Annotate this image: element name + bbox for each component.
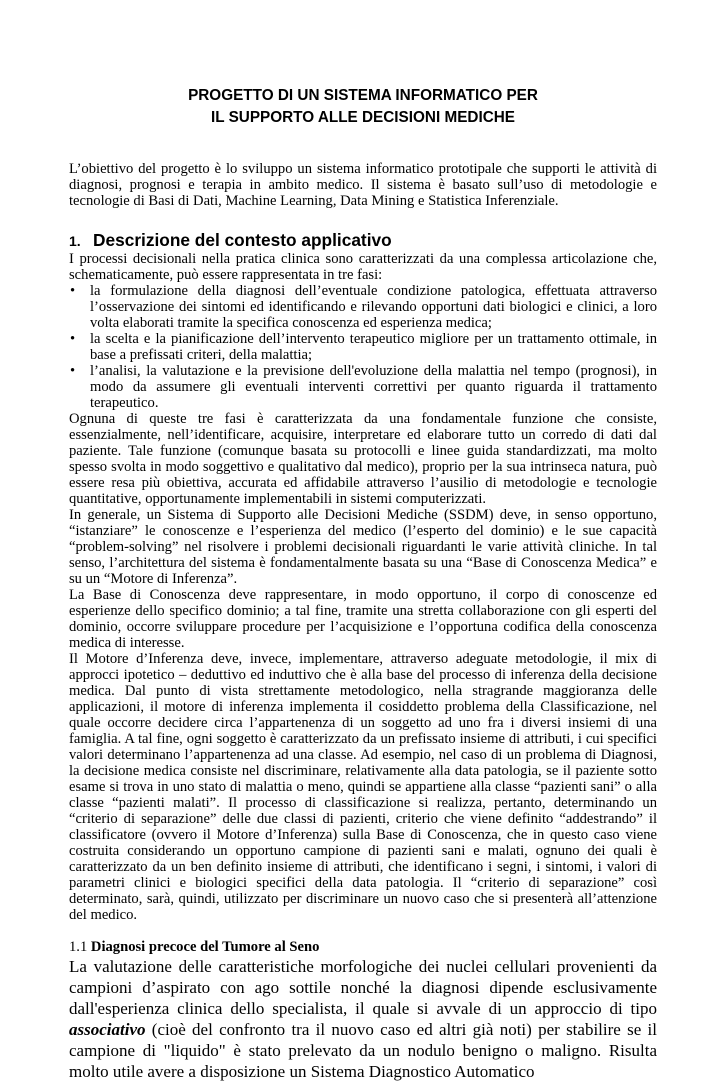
section-1-heading [69, 230, 657, 251]
body-paragraph: Ognuna di queste tre fasi è caratterizzata da una fondamentale funzione che consiste, essenzialmente, nell’identificare, acquisire, interpretare ed elaborare tutto un corredo di dati dal paziente. Tale funzione (comunque basata su protocolli e linee guida standardizzati, ma molto spesso svolta in modo soggettivo e qualitativo dal medico), proprio per la sua intrinseca natura, può essere resa più obiettiva, accurata ed affidabile attraverso l’ausilio di metodologie e tecnologie quantitative, opportunamente implementabili in sistemi computerizzati. [69, 411, 657, 507]
document-page [69, 0, 657, 1082]
title-line-2: IL SUPPORTO ALLE DECISIONI MEDICHE [211, 109, 515, 126]
section-number: 1. [69, 233, 81, 249]
list-item-text: l’analisi, la valutazione e la previsione dell'evoluzione della malattia nel tempo (prognosi), in modo da assumere gli eventuali interventi correttivi per quanto riguarda il trattamento terapeutico. [90, 363, 657, 411]
list-item [69, 331, 657, 363]
section-1-lead: I processi decisionali nella pratica clinica sono caratterizzati da una complessa articolazione che, schematicamente, può essere rappresentata in tre fasi: [69, 251, 657, 283]
intro-paragraph: L’obiettivo del progetto è lo sviluppo un sistema informatico prototipale che supporti le attività di diagnosi, prognosi e terapia in ambito medico. Il sistema è basato sull’uso di metodologie e tecnologie di Basi di Dati, Machine Learning, Data Mining e Statistica Inferenziale. [69, 161, 657, 209]
bullet-icon: • [70, 283, 76, 299]
list-item [69, 283, 657, 331]
bullet-icon: • [70, 331, 76, 347]
subsection-paragraph [69, 956, 657, 1082]
subsection-1-1-heading [69, 939, 657, 955]
list-item-text: la formulazione della diagnosi dell’eventuale condizione patologica, effettuata attraverso l’osservazione dei sintomi ed identificando e rilevando opportuni dati biologici e clinici, a loro volta elaborati tramite la specifica conoscenza ed esperienza medica; [90, 283, 657, 331]
document-title [69, 85, 657, 129]
subsection-title: Diagnosi precoce del Tumore al Seno [90, 939, 320, 955]
paragraph-text: La valutazione delle caratteristiche morfologiche dei nuclei cellulari provenienti da campioni d’aspirato con ago sottile nonché la diagnosi dipende esclusivamente dall'esperienza clinica dello specialista, il quale si avvale di un approccio di tipo [69, 957, 657, 1018]
phase-list [69, 283, 657, 411]
list-item-text: la scelta e la pianificazione dell’intervento terapeutico migliore per un trattamento ottimale, in base a prefissati criteri, della malattia; [90, 331, 657, 363]
body-paragraph: Il Motore d’Inferenza deve, invece, implementare, attraverso adeguate metodologie, il mix di approcci ipotetico – deduttivo ed induttivo che è alla base del processo di inferenza della decisione medica. Dal punto di vista strettamente metodologico, nella stragrande maggioranza delle applicazioni, il motore di inferenza implementa il cosiddetto problema della Classificazione, nel quale occorre decidere circa l’appartenenza di un soggetto ad uno fra i diversi insiemi di una famiglia. A tal fine, ogni soggetto è caratterizzato da un prefissato insieme di attributi, i cui specifici valori determinano l’appartenenza ad una classe. Ad esempio, nel caso di un problema di Diagnosi, la decisione medica consiste nel discriminare, relativamente alla data patologia, se il paziente sotto esame si trova in uno stato di malattia o meno, quindi se appartiene alla classe “pazienti sani” o alla classe “pazienti malati”. Il processo di classificazione si realizza, pertanto, determinando un “criterio di separazione” delle due classi di pazienti, criterio che viene definito “addestrando” il classificatore (ovvero il Motore d’Inferenza) sulla Base di Conoscenza, che in questo caso viene costruita considerando un opportuno campione di pazienti sani e malati, ognuno dei quali è caratterizzato da un ben definito insieme di attributi, che identificano i segni, i sintomi, i valori di parametri clinici e biologici specifici della data patologia. Il “criterio di separazione” così determinato, sarà, quindi, utilizzato per discriminare un nuovo caso che si presenterà all’attenzione del medico. [69, 651, 657, 923]
emphasis-text: associativo [69, 1020, 146, 1039]
body-paragraph: La Base di Conoscenza deve rappresentare, in modo opportuno, il corpo di conoscenze ed esperienze dello specifico dominio; a tal fine, tramite una stretta collaborazione con gli esperti del dominio, occorre sviluppare procedure per l’acquisizione e l’opportuna codifica della conoscenza medica di interesse. [69, 587, 657, 651]
subsection-number: 1.1 [69, 939, 88, 955]
section-title: Descrizione del contesto applicativo [93, 230, 392, 250]
paragraph-text: (cioè del confronto tra il nuovo caso ed altri già noti) per stabilire se il campione di "liquido" è stato prelevato da un nodulo benigno o maligno. Risulta molto utile avere a disposizione un Sistema Diagnostico Automatico [69, 1020, 657, 1081]
bullet-icon: • [70, 363, 76, 379]
title-line-1: PROGETTO DI UN SISTEMA INFORMATICO PER [188, 87, 538, 104]
list-item [69, 363, 657, 411]
body-paragraph: In generale, un Sistema di Supporto alle Decisioni Mediche (SSDM) deve, in senso opportuno, “istanziare” le conoscenze e l’esperienza del medico (l’esperto del dominio) e le sue capacità “problem-solving” nel risolvere i problemi decisionali riguardanti le varie attività cliniche. In tal senso, l’architettura del sistema è fondamentalmente basata su una “Base di Conoscenza Medica” e su un “Motore di Inferenza”. [69, 507, 657, 587]
